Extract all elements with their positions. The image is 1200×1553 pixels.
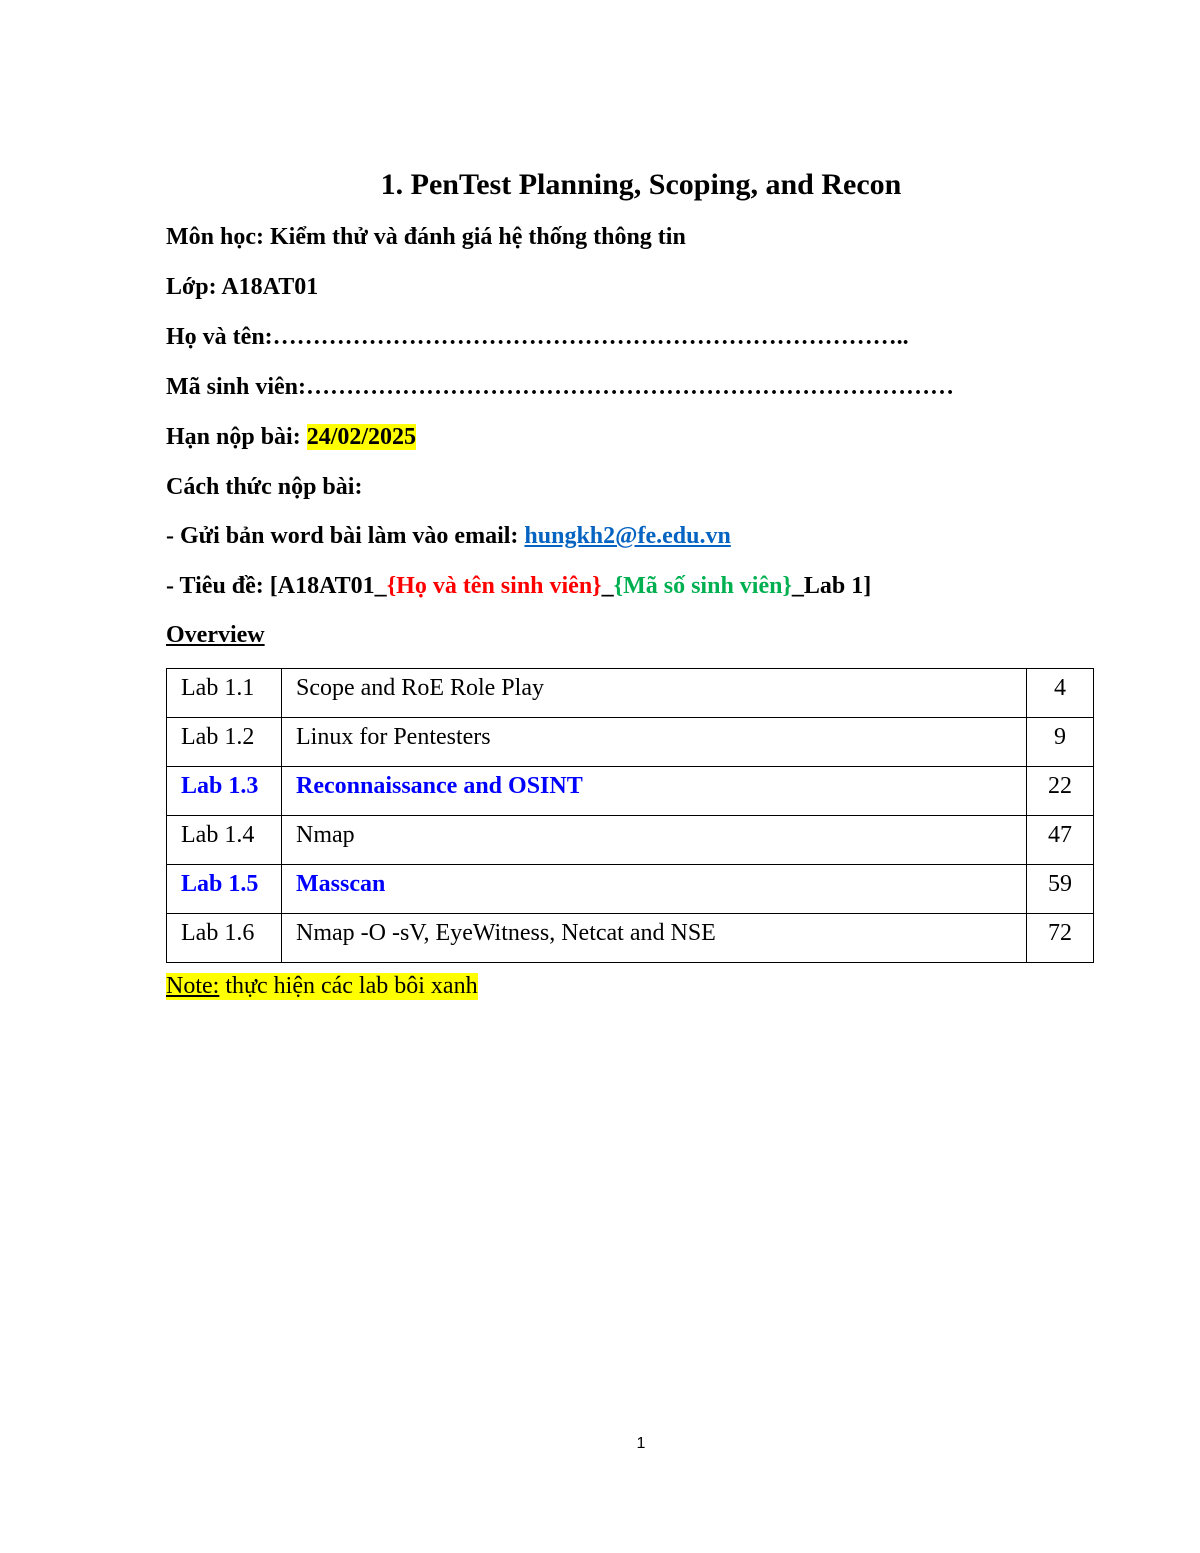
lab-title-cell: Scope and RoE Role Play [282, 669, 1027, 718]
note-label: Note: [166, 973, 220, 999]
lab-page-cell: 47 [1027, 816, 1094, 865]
class-line: Lớp: A18AT01 [166, 274, 319, 300]
lab-page-cell: 59 [1027, 865, 1094, 914]
note-line [166, 973, 478, 1000]
email-prefix: - Gửi bản word bài làm vào email: [166, 523, 525, 549]
labs-table [166, 668, 1094, 963]
lab-id-cell: Lab 1.5 [167, 865, 282, 914]
lab-title-cell: Nmap -O -sV, EyeWitness, Netcat and NSE [282, 914, 1027, 963]
deadline-value: 24/02/2025 [306, 424, 417, 450]
lab-page-cell: 22 [1027, 767, 1094, 816]
table-row [167, 718, 1094, 767]
lab-page-cell: 4 [1027, 669, 1094, 718]
subject-name: {Họ và tên sinh viên} [386, 573, 602, 599]
note-text: thực hiện các lab bôi xanh [219, 973, 478, 999]
student-id-label: Mã sinh viên: [166, 374, 307, 400]
subject-prefix: - Tiêu đề: [A18AT01_ [166, 573, 387, 599]
table-row [167, 767, 1094, 816]
student-id-dots: ……………………………………………………………………… [306, 374, 955, 400]
lab-title-cell: Nmap [282, 816, 1027, 865]
subject-line [166, 573, 871, 600]
name-label: Họ và tên: [166, 324, 273, 350]
table-row [167, 816, 1094, 865]
lab-page-cell: 9 [1027, 718, 1094, 767]
lab-id-cell: Lab 1.3 [167, 767, 282, 816]
lab-title-cell: Linux for Pentesters [282, 718, 1027, 767]
lab-id-cell: Lab 1.4 [167, 816, 282, 865]
name-dots: …………………………………………………………………….. [272, 324, 909, 350]
subject-id: {Mã số sinh viên} [613, 573, 792, 599]
lab-id-cell: Lab 1.1 [167, 669, 282, 718]
overview-heading: Overview [166, 622, 265, 648]
table-row [167, 865, 1094, 914]
lab-title-cell: Reconnaissance and OSINT [282, 767, 1027, 816]
lab-page-cell: 72 [1027, 914, 1094, 963]
deadline-line [166, 424, 416, 451]
submission-label: Cách thức nộp bài: [166, 474, 363, 500]
page-number: 1 [636, 1435, 646, 1452]
lab-title-cell: Masscan [282, 865, 1027, 914]
lab-id-cell: Lab 1.2 [167, 718, 282, 767]
email-line [166, 523, 731, 550]
subject-suffix: _Lab 1] [791, 573, 872, 599]
page-title: 1. PenTest Planning, Scoping, and Recon [380, 168, 902, 201]
course-line: Môn học: Kiểm thử và đánh giá hệ thống thông tin [166, 224, 686, 250]
deadline-label: Hạn nộp bài: [166, 424, 307, 450]
student-id-line [166, 374, 954, 401]
email-link[interactable]: hungkh2@fe.edu.vn [524, 523, 731, 549]
table-row [167, 914, 1094, 963]
table-row [167, 669, 1094, 718]
name-line [166, 324, 909, 351]
lab-id-cell: Lab 1.6 [167, 914, 282, 963]
subject-sep: _ [601, 573, 614, 599]
